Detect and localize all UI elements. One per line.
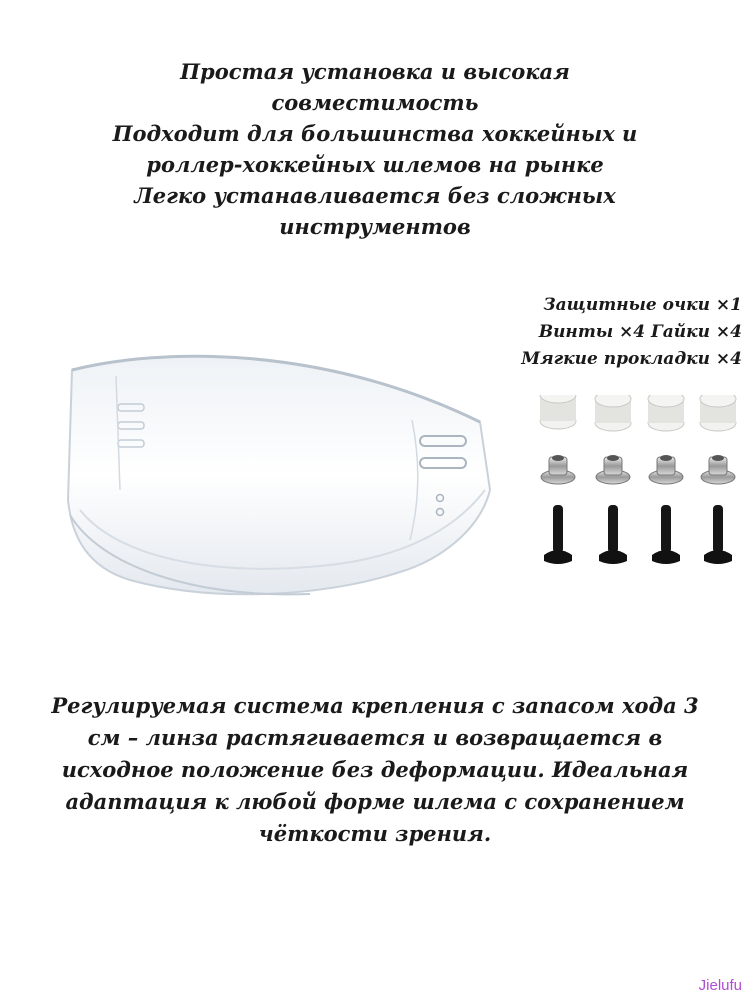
nut-icon bbox=[596, 455, 630, 484]
visor-image bbox=[60, 340, 500, 620]
feature-line: Подходит для большинства хоккейных и bbox=[112, 121, 638, 146]
description-line: Регулируемая система крепления с запасом хода 3 bbox=[51, 693, 699, 718]
nut-icon bbox=[541, 455, 575, 484]
adjustment-description bbox=[25, 690, 725, 850]
feature-line: Простая установка и высокая bbox=[180, 59, 570, 84]
pad-icon bbox=[540, 395, 576, 429]
hardware-image bbox=[530, 395, 750, 575]
contents-line: Мягкие прокладки ×4 bbox=[521, 349, 742, 369]
contents-line: Винты ×4 Гайки ×4 bbox=[538, 322, 742, 342]
screw-icon bbox=[652, 505, 680, 564]
screw-icon bbox=[544, 505, 572, 564]
feature-line: роллер-хоккейных шлемов на рынке bbox=[146, 152, 604, 177]
screw-icon bbox=[704, 505, 732, 564]
description-line: адаптация к любой форме шлема с сохранением bbox=[65, 789, 685, 814]
feature-description bbox=[40, 56, 710, 242]
description-line: исходное положение без деформации. Идеальная bbox=[61, 757, 689, 782]
brand-watermark: Jielufu bbox=[698, 977, 742, 994]
description-line: см – линза растягивается и возвращается в bbox=[87, 725, 663, 750]
nut-icon bbox=[649, 455, 683, 484]
feature-line: Легко устанавливается без сложных bbox=[134, 183, 616, 208]
screw-icon bbox=[599, 505, 627, 564]
pad-icon bbox=[595, 395, 631, 431]
description-line: чёткости зрения. bbox=[258, 821, 492, 846]
contents-line: Защитные очки ×1 bbox=[543, 295, 742, 315]
feature-line: инструментов bbox=[279, 214, 471, 239]
nut-icon bbox=[701, 455, 735, 484]
pad-icon bbox=[700, 395, 736, 431]
pad-icon bbox=[648, 395, 684, 431]
feature-line: совместимость bbox=[271, 90, 479, 115]
